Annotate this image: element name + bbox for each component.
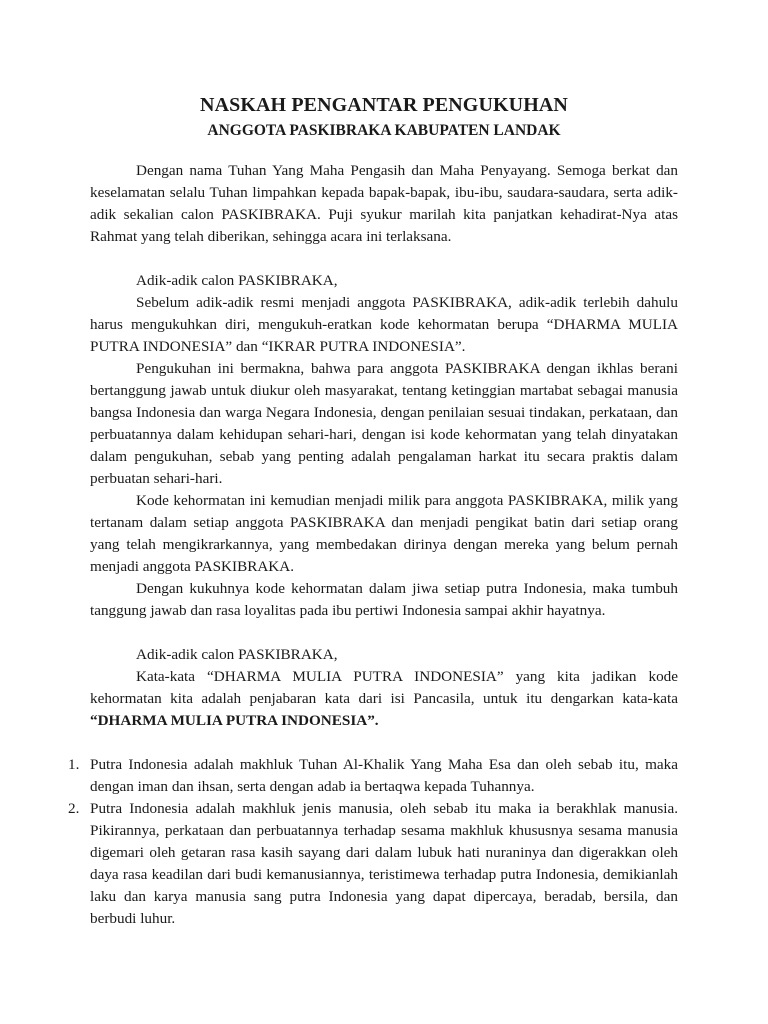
paragraph-spacer: [90, 622, 678, 644]
document-subtitle: ANGGOTA PASKIBRAKA KABUPATEN LANDAK: [207, 122, 561, 139]
numbered-list: [68, 754, 678, 930]
list-item-text: Putra Indonesia adalah makhluk jenis manusia, oleh sebab itu maka ia berakhlak manusia. Pikirannya, perkataan dan perbuatannya terhadap sesama makhluk khususnya sesama manusia digemari oleh getaran rasa kasih sayang dari dalam lubuk hati nuraninya dan digerakkan oleh daya rasa keadilan dari budi kemanusiannya, teristimewa terhadap putra Indonesia, demikianlah laku dan karya manusia sang putra Indonesia yang dapat dipercaya, beradab, bersila, dan berbudi luhur.: [90, 800, 678, 927]
salutation: Adik-adik calon PASKIBRAKA,: [136, 272, 338, 289]
document-body: [68, 160, 678, 930]
list-item-number: 2.: [68, 800, 80, 817]
paragraph-text: Kata-kata “DHARMA MULIA PUTRA INDONESIA” yang kita jadikan kode kehormatan kita adalah penjabaran kata dari isi Pancasila, untuk itu dengarkan kata-kata: [90, 668, 678, 707]
paragraph-spacer: [90, 248, 678, 270]
salutation: Adik-adik calon PASKIBRAKA,: [136, 646, 338, 663]
paragraph-loyalty: Dengan kukuhnya kode kehormatan dalam jiwa setiap putra Indonesia, maka tumbuh tanggung jawab dan rasa loyalitas pada ibu pertiwi Indonesia sampai akhir hayatnya.: [90, 580, 678, 619]
list-item: [68, 798, 678, 930]
list-item-text: Putra Indonesia adalah makhluk Tuhan Al-Khalik Yang Maha Esa dan oleh sebab itu, maka dengan iman dan ihsan, serta dengan adab ia bertaqwa kepada Tuhannya.: [90, 756, 678, 795]
document-title: NASKAH PENGANTAR PENGUKUHAN: [200, 94, 568, 116]
paragraph-code-of-honor: Kode kehormatan ini kemudian menjadi milik para anggota PASKIBRAKA, milik yang tertanam dalam setiap anggota PASKIBRAKA dan menjadi pengikat batin dari setiap orang yang telah mengikrarkannya, yang membedakan dirinya dengan mereka yang belum pernah menjadi anggota PASKIBRAKA.: [90, 492, 678, 575]
paragraph-dharma-mulia: [90, 666, 678, 732]
emphasized-phrase: “DHARMA MULIA PUTRA INDONESIA”.: [90, 712, 379, 729]
paragraph-before-membership: Sebelum adik-adik resmi menjadi anggota PASKIBRAKA, adik-adik terlebih dahulu harus mengukuhkan diri, mengukuh-eratkan kode kehormatan berupa “DHARMA MULIA PUTRA INDONESIA” dan “IKRAR PUTRA INDONESIA”.: [90, 294, 678, 355]
list-item-number: 1.: [68, 756, 80, 773]
paragraph-meaning: Pengukuhan ini bermakna, bahwa para anggota PASKIBRAKA dengan ikhlas berani bertanggung jawab untuk diukur oleh masyarakat, tentang ketinggian martabat sebagai manusia bangsa Indonesia dan warga Negara Indonesia, dengan penilaian sesuai tindakan, perkataan, dan perbuatannya dalam kehidupan sehari-hari, dengan isi kode kehormatan yang telah dinyatakan dalam pengukuhan, sebab yang penting adalah pengalaman harkat itu secara praktis dalam perbuatan sehari-hari.: [90, 360, 678, 487]
opening-paragraph: Dengan nama Tuhan Yang Maha Pengasih dan Maha Penyayang. Semoga berkat dan keselamatan selalu Tuhan limpahkan kepada bapak-bapak, ibu-ibu, saudara-saudara, serta adik-adik sekalian calon PASKIBRAKA. Puji syukur marilah kita panjatkan kehadirat-Nya atas Rahmat yang telah diberikan, sehingga acara ini terlaksana.: [90, 162, 678, 245]
paragraph-spacer: [90, 732, 678, 754]
list-item: [68, 754, 678, 798]
